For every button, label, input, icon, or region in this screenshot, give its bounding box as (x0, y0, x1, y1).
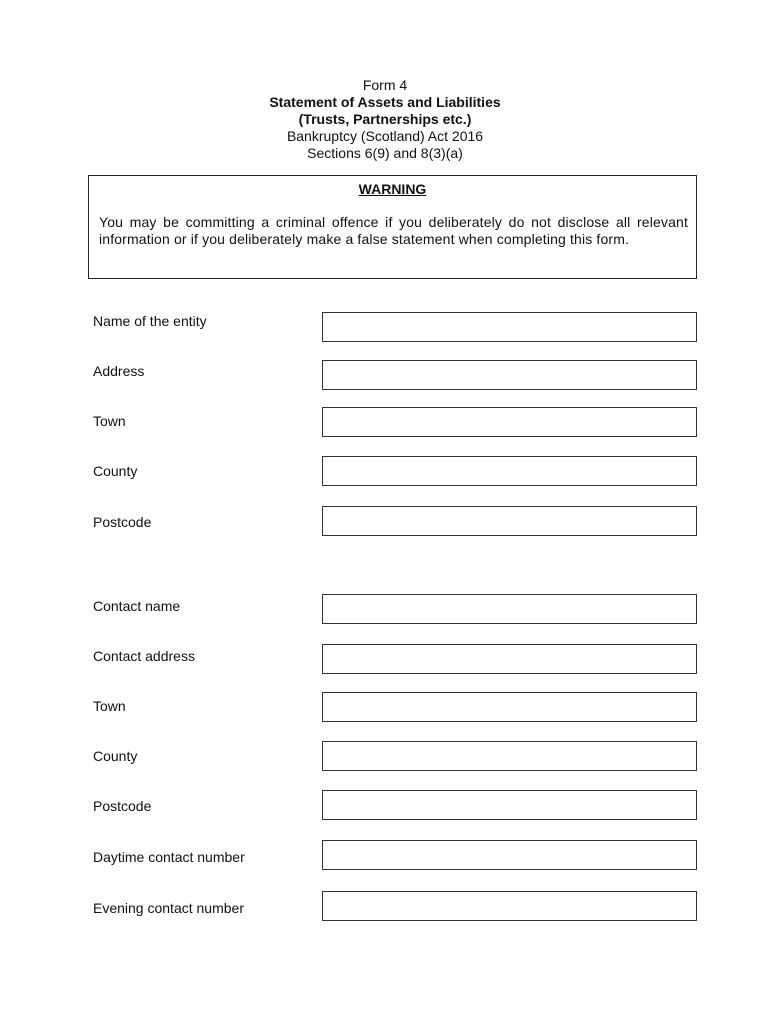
entity-postcode-field[interactable] (322, 506, 697, 536)
contact-name-field[interactable] (322, 594, 697, 624)
form-subtitle: (Trusts, Partnerships etc.) (298, 111, 472, 127)
evening-number-label: Evening contact number (93, 900, 244, 916)
daytime-number-field[interactable] (322, 840, 697, 870)
contact-address-field[interactable] (322, 644, 697, 674)
warning-title: WARNING (358, 181, 427, 197)
entity-county-field[interactable] (322, 456, 697, 486)
entity-town-field[interactable] (322, 407, 697, 437)
warning-box (88, 175, 697, 279)
warning-text: You may be committing a criminal offence if you deliberately do not disclose all relevant information or if you deliberately make a false statement when completing this form. (99, 214, 688, 247)
entity-address-field[interactable] (322, 360, 697, 390)
entity-postcode-label: Postcode (93, 514, 152, 530)
entity-name-label: Name of the entity (93, 313, 207, 329)
contact-town-label: Town (93, 698, 126, 714)
contact-county-field[interactable] (322, 741, 697, 771)
contact-postcode-label: Postcode (93, 798, 152, 814)
evening-number-field[interactable] (322, 891, 697, 921)
entity-town-label: Town (93, 413, 126, 429)
entity-county-label: County (93, 463, 138, 479)
contact-address-label: Contact address (93, 648, 195, 664)
entity-name-field[interactable] (322, 312, 697, 342)
form-header (0, 77, 770, 162)
form-title: Statement of Assets and Liabilities (269, 94, 501, 110)
form-number: Form 4 (362, 77, 408, 93)
act-reference: Bankruptcy (Scotland) Act 2016 (286, 128, 484, 144)
contact-postcode-field[interactable] (322, 790, 697, 820)
contact-town-field[interactable] (322, 692, 697, 722)
contact-name-label: Contact name (93, 598, 181, 614)
entity-address-label: Address (93, 363, 145, 379)
contact-county-label: County (93, 748, 138, 764)
daytime-number-label: Daytime contact number (93, 849, 245, 865)
sections-reference: Sections 6(9) and 8(3)(a) (307, 145, 463, 161)
